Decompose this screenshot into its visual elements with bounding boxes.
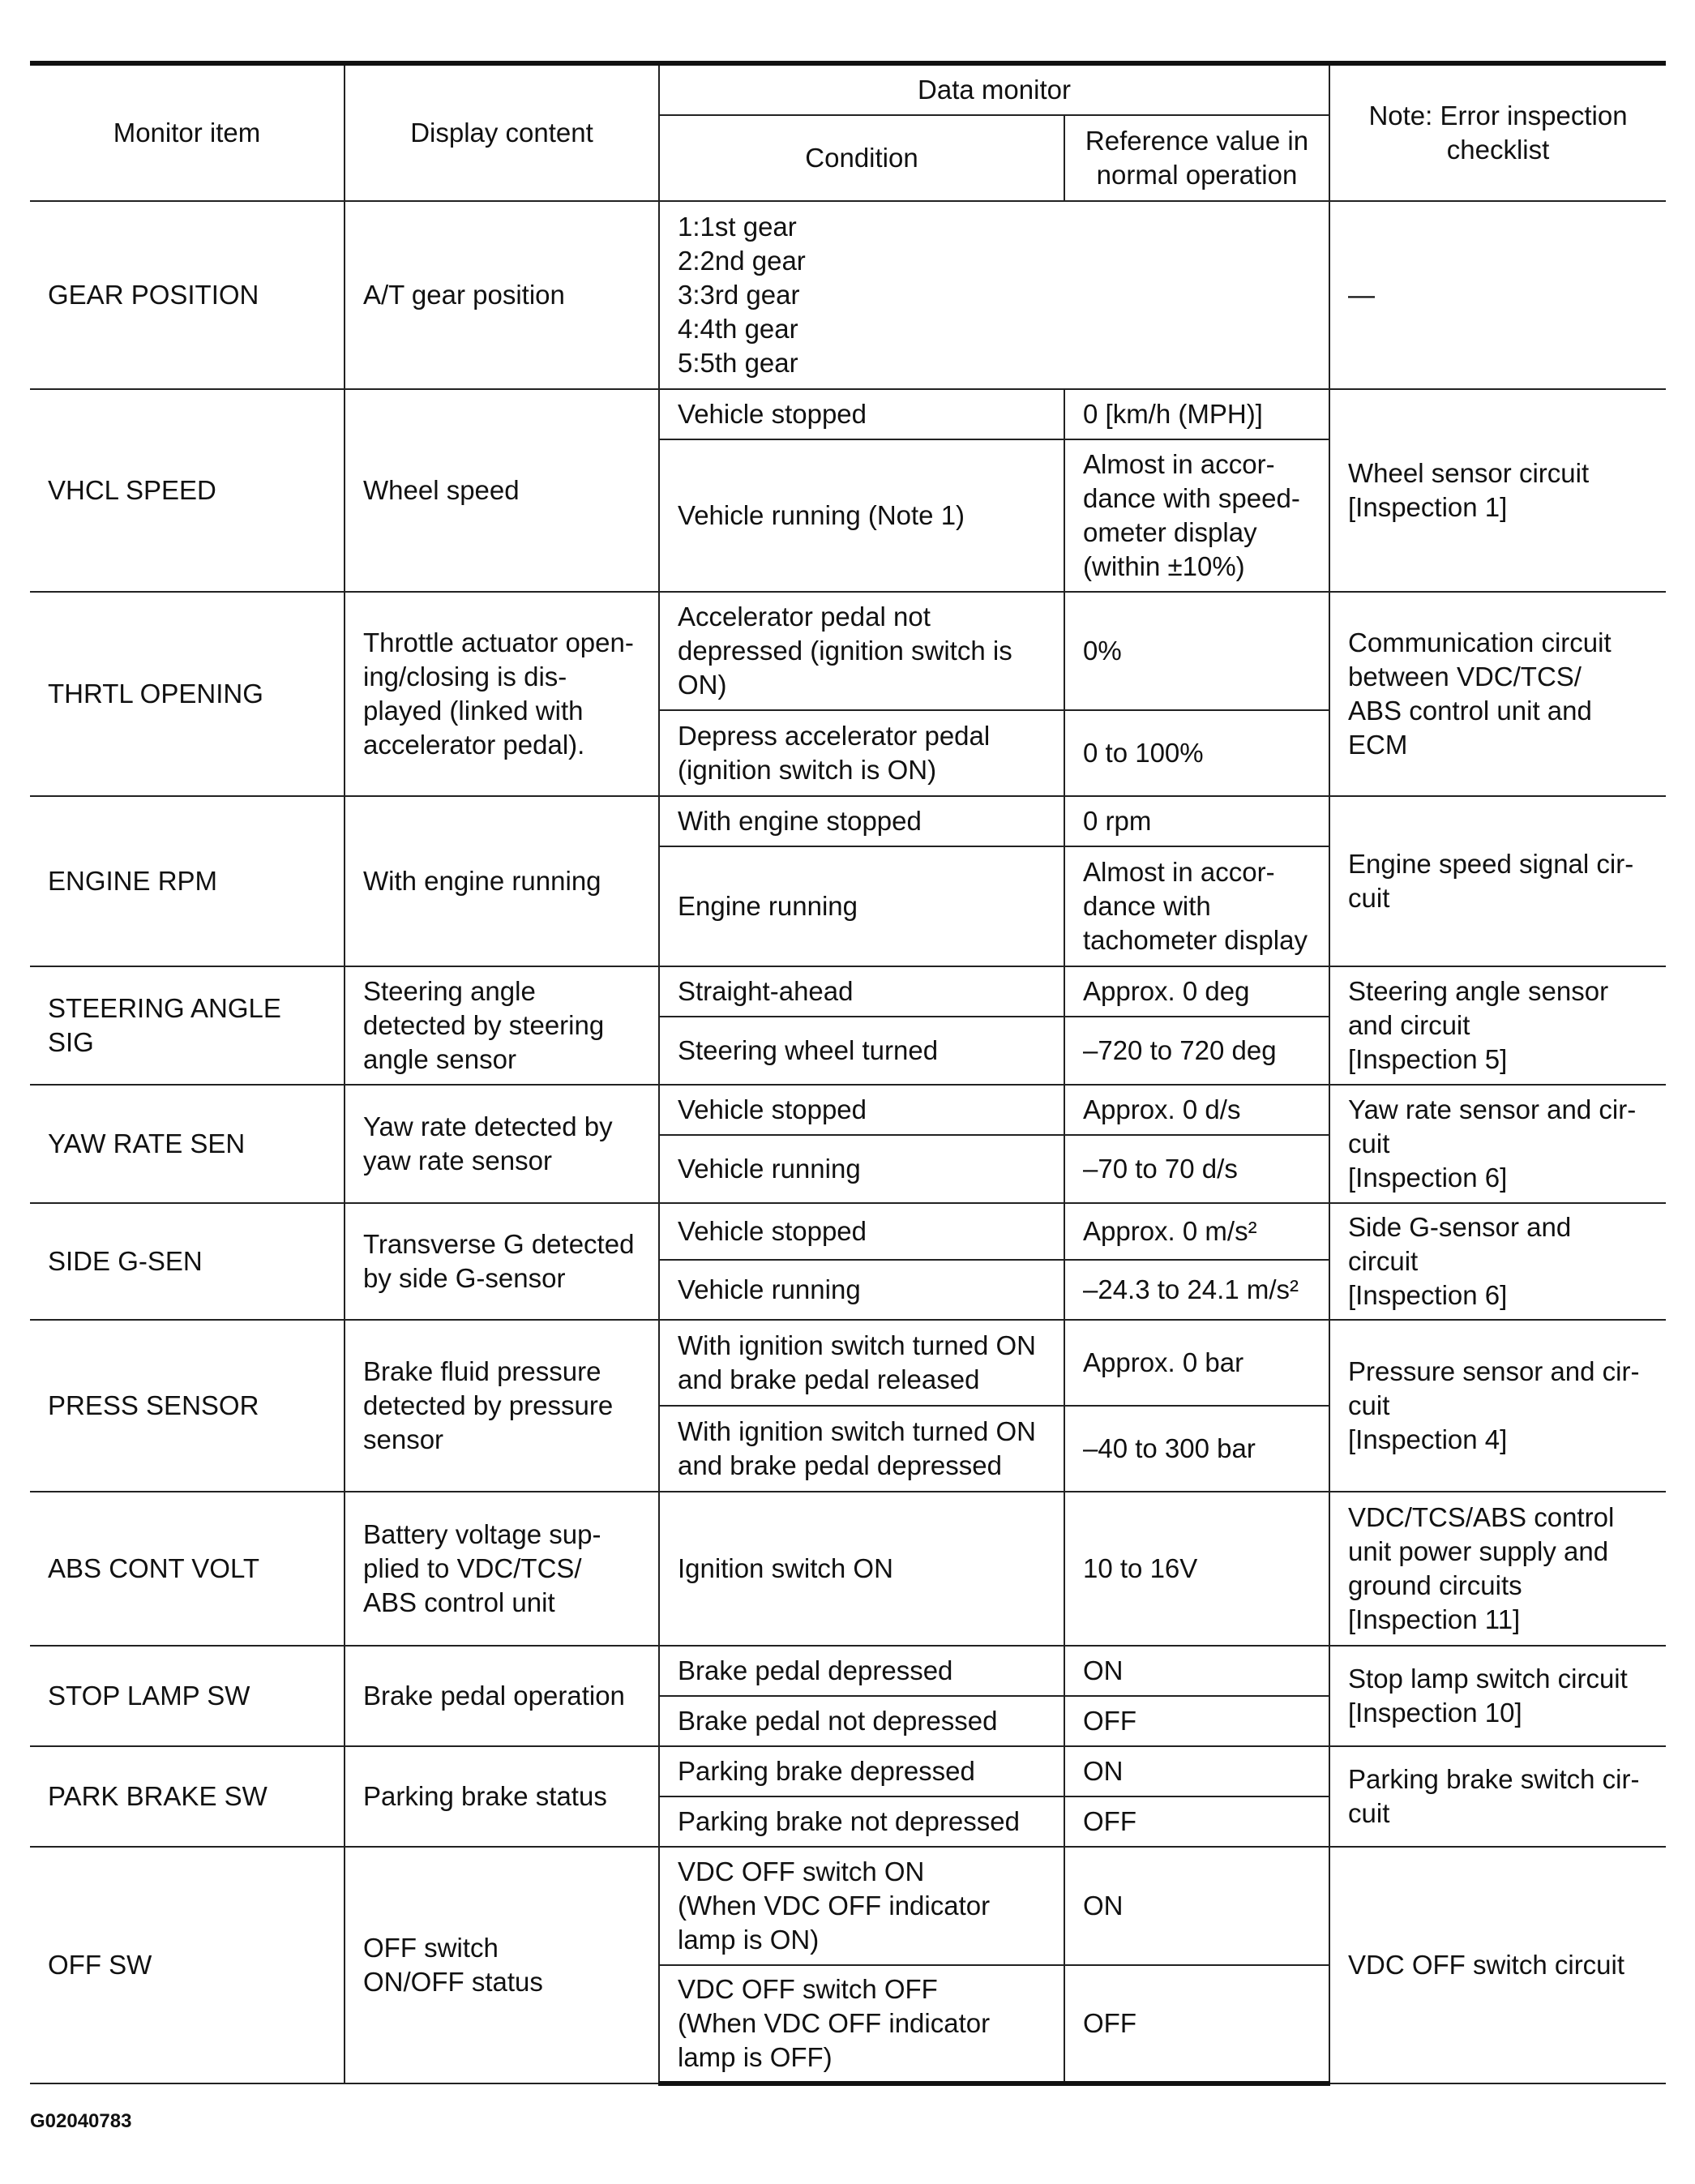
text-line: [Inspection 1]: [1348, 492, 1508, 522]
condition-cell: [659, 1965, 1064, 2083]
text-line: 10 to 16V: [1083, 1553, 1198, 1583]
text-line: –70 to 70 d/s: [1083, 1154, 1238, 1184]
text-line: VDC OFF switch OFF: [678, 1974, 938, 2004]
text-line: Brake pedal depressed: [678, 1655, 953, 1685]
note-cell: [1329, 966, 1666, 1085]
reference-value-cell: [1064, 796, 1329, 846]
text-line: Throttle actuator open-: [363, 627, 634, 657]
text-line: GEAR POSITION: [48, 280, 259, 310]
text-line: Vehicle stopped: [678, 1216, 867, 1246]
text-line: VDC OFF switch ON: [678, 1856, 925, 1886]
table-row: [30, 1085, 1666, 1135]
text-line: between VDC/TCS/: [1348, 662, 1582, 692]
table-row: [30, 966, 1666, 1017]
table-row: [30, 1203, 1666, 1260]
text-line: Approx. 0 deg: [1083, 976, 1250, 1006]
table-row: [30, 1320, 1666, 1406]
reference-value-cell: [1064, 592, 1329, 710]
text-line: detected by pressure: [363, 1390, 614, 1420]
text-line: Accelerator pedal not: [678, 602, 931, 632]
text-line: played (linked with: [363, 696, 584, 726]
text-line: tachometer display: [1083, 925, 1308, 955]
text-line: 1:1st gear: [678, 212, 797, 242]
text-line: ON: [1083, 1891, 1124, 1921]
text-line: dance with speed-: [1083, 483, 1300, 513]
reference-value-cell: [1064, 389, 1329, 439]
text-line: [Inspection 4]: [1348, 1424, 1508, 1454]
text-line: Note: Error inspection: [1368, 101, 1628, 131]
text-line: Engine running: [678, 891, 858, 921]
text-line: Parking brake switch cir-: [1348, 1764, 1640, 1794]
condition-cell: [659, 1017, 1064, 1085]
text-line: YAW RATE SEN: [48, 1128, 246, 1158]
text-line: Parking brake status: [363, 1781, 607, 1811]
display-content-cell: [345, 1492, 659, 1646]
monitor-item-cell: [30, 389, 345, 592]
text-line: ON): [678, 670, 727, 700]
reference-value-cell: [1064, 1203, 1329, 1260]
text-line: Stop lamp switch circuit: [1348, 1664, 1628, 1694]
table-row: [30, 796, 1666, 846]
text-line: –24.3 to 24.1 m/s²: [1083, 1274, 1299, 1304]
text-line: 0 rpm: [1083, 806, 1152, 836]
monitor-item-cell: [30, 201, 345, 389]
text-line: depressed (ignition switch is: [678, 636, 1012, 666]
display-content-cell: [345, 966, 659, 1085]
text-line: Engine speed signal cir-: [1348, 849, 1634, 879]
text-line: [Inspection 6]: [1348, 1163, 1508, 1193]
text-line: (ignition switch is ON): [678, 755, 937, 785]
text-line: 0 [km/h (MPH)]: [1083, 399, 1263, 429]
document: [30, 61, 1666, 2086]
monitor-item-cell: [30, 966, 345, 1085]
reference-value-cell: [1064, 1135, 1329, 1203]
table-row: [30, 201, 1666, 389]
reference-value-cell: [1064, 846, 1329, 966]
text-line: Steering wheel turned: [678, 1035, 939, 1065]
condition-cell: [659, 1646, 1064, 1696]
text-line: lamp is OFF): [678, 2042, 833, 2072]
text-line: Almost in accor-: [1083, 449, 1275, 479]
text-line: OFF: [1083, 2008, 1136, 2038]
text-line: STEERING ANGLE: [48, 993, 281, 1023]
text-line: 3:3rd gear: [678, 280, 800, 310]
text-line: VDC/TCS/ABS control: [1348, 1502, 1615, 1532]
text-line: and brake pedal depressed: [678, 1450, 1002, 1480]
text-line: OFF: [1083, 1706, 1136, 1736]
text-line: A/T gear position: [363, 280, 565, 310]
text-line: Depress accelerator pedal: [678, 721, 991, 751]
text-line: accelerator pedal).: [363, 730, 585, 760]
display-content-cell: [345, 201, 659, 389]
text-line: ground circuits: [1348, 1570, 1522, 1600]
text-line: Yaw rate sensor and cir-: [1348, 1094, 1637, 1124]
condition-cell: [659, 1796, 1064, 1847]
condition-cell: [659, 1135, 1064, 1203]
table-body: [30, 201, 1666, 2083]
text-line: Transverse G detected: [363, 1229, 635, 1259]
table-row: [30, 1847, 1666, 1965]
text-line: Vehicle running: [678, 1154, 861, 1184]
header-note: [1329, 63, 1666, 201]
reference-value-cell: [1064, 1320, 1329, 1406]
text-line: ABS control unit and: [1348, 696, 1592, 726]
text-line: plied to VDC/TCS/: [363, 1553, 582, 1583]
condition-cell: [659, 1847, 1064, 1965]
header-reference-value: [1064, 115, 1329, 201]
text-line: Almost in accor-: [1083, 857, 1275, 887]
text-line: Vehicle stopped: [678, 399, 867, 429]
monitor-item-cell: [30, 592, 345, 796]
text-line: Wheel sensor circuit: [1348, 458, 1590, 488]
condition-cell: [659, 1203, 1064, 1260]
table-header: [30, 63, 1666, 201]
text-line: With ignition switch turned ON: [678, 1330, 1037, 1360]
text-line: Pressure sensor and cir-: [1348, 1356, 1640, 1386]
reference-value-cell: [1064, 439, 1329, 592]
condition-cell: [659, 1320, 1064, 1406]
display-content-cell: [345, 1646, 659, 1746]
text-line: ON/OFF status: [363, 1967, 543, 1997]
text-line: ECM: [1348, 730, 1408, 760]
table-row: [30, 1492, 1666, 1646]
note-cell: [1329, 201, 1666, 389]
text-line: (When VDC OFF indicator: [678, 1891, 991, 1921]
reference-value-cell: [1064, 1746, 1329, 1796]
text-line: and circuit: [1348, 1010, 1470, 1040]
monitor-item-cell: [30, 1847, 345, 2083]
reference-value-cell: [1064, 1260, 1329, 1320]
table-row: [30, 1746, 1666, 1796]
text-line: 4:4th gear: [678, 314, 798, 344]
display-content-cell: [345, 1847, 659, 2083]
text-line: VDC OFF switch circuit: [1348, 1950, 1625, 1980]
condition-cell: [659, 389, 1064, 439]
condition-cell: [659, 592, 1064, 710]
text-line: –720 to 720 deg: [1083, 1035, 1277, 1065]
text-line: Parking brake not depressed: [678, 1806, 1020, 1836]
text-line: Vehicle stopped: [678, 1094, 867, 1124]
monitor-item-cell: [30, 1646, 345, 1746]
condition-cell: [659, 1406, 1064, 1492]
text-line: detected by steering: [363, 1010, 605, 1040]
reference-value-cell: [1064, 966, 1329, 1017]
text-line: Approx. 0 d/s: [1083, 1094, 1241, 1124]
text-line: Side G-sensor and circuit: [1348, 1212, 1572, 1276]
text-line: Vehicle running (Note 1): [678, 500, 965, 530]
text-line: Ignition switch ON: [678, 1553, 893, 1583]
condition-cell: [659, 1696, 1064, 1746]
text-line: [Inspection 11]: [1348, 1604, 1521, 1634]
note-cell: [1329, 1646, 1666, 1746]
monitor-item-cell: [30, 1746, 345, 1847]
reference-value-cell: [1064, 1646, 1329, 1696]
text-line: Communication circuit: [1348, 627, 1612, 657]
note-cell: [1329, 389, 1666, 592]
condition-cell: [659, 710, 1064, 796]
text-line: Approx. 0 m/s²: [1083, 1216, 1257, 1246]
reference-value-cell: [1064, 1696, 1329, 1746]
text-line: ABS control unit: [363, 1587, 555, 1617]
text-line: SIDE G-SEN: [48, 1246, 203, 1276]
note-cell: [1329, 1847, 1666, 2083]
condition-cell: [659, 201, 1329, 389]
text-line: sensor: [363, 1424, 444, 1454]
condition-cell: [659, 1260, 1064, 1320]
monitor-item-cell: [30, 1492, 345, 1646]
text-line: ing/closing is dis-: [363, 662, 567, 692]
text-line: Steering angle sensor: [1348, 976, 1609, 1006]
text-line: 5:5th gear: [678, 348, 798, 378]
text-line: OFF SW: [48, 1950, 152, 1980]
table-row: [30, 592, 1666, 710]
display-content-cell: [345, 1203, 659, 1320]
text-line: angle sensor: [363, 1044, 516, 1074]
image-code: G02040783: [30, 2110, 132, 2132]
text-line: unit power supply and: [1348, 1536, 1609, 1566]
text-line: dance with: [1083, 891, 1211, 921]
condition-cell: [659, 846, 1064, 966]
reference-value-cell: [1064, 1965, 1329, 2083]
note-cell: [1329, 592, 1666, 796]
text-line: ON: [1083, 1756, 1124, 1786]
text-line: normal operation: [1096, 160, 1298, 190]
text-line: Reference value in: [1085, 126, 1309, 156]
text-line: Straight-ahead: [678, 976, 854, 1006]
note-cell: [1329, 1746, 1666, 1847]
reference-value-cell: [1064, 1085, 1329, 1135]
text-line: (When VDC OFF indicator: [678, 2008, 991, 2038]
text-line: With engine stopped: [678, 806, 922, 836]
reference-value-cell: [1064, 1492, 1329, 1646]
condition-cell: [659, 439, 1064, 592]
display-content-cell: [345, 796, 659, 966]
text-line: Vehicle running: [678, 1274, 861, 1304]
reference-value-cell: [1064, 1406, 1329, 1492]
reference-value-cell: [1064, 710, 1329, 796]
header-condition: Condition: [659, 115, 1064, 201]
header-data-monitor: Data monitor: [659, 63, 1329, 115]
note-cell: [1329, 1492, 1666, 1646]
condition-cell: [659, 1746, 1064, 1796]
header-display-content: Display content: [345, 63, 659, 201]
text-line: ometer display: [1083, 517, 1257, 547]
text-line: cuit: [1348, 1390, 1390, 1420]
text-line: ON: [1083, 1655, 1124, 1685]
text-line: THRTL OPENING: [48, 679, 263, 709]
text-line: PRESS SENSOR: [48, 1390, 259, 1420]
text-line: [Inspection 6]: [1348, 1280, 1508, 1310]
monitor-item-cell: [30, 1085, 345, 1203]
text-line: ABS CONT VOLT: [48, 1553, 260, 1583]
display-content-cell: [345, 1085, 659, 1203]
reference-value-cell: [1064, 1847, 1329, 1965]
data-monitor-table: [30, 61, 1666, 2086]
text-line: [Inspection 10]: [1348, 1698, 1522, 1728]
reference-value-cell: [1064, 1017, 1329, 1085]
display-content-cell: [345, 592, 659, 796]
condition-cell: [659, 796, 1064, 846]
monitor-item-cell: [30, 1203, 345, 1320]
text-line: Steering angle: [363, 976, 536, 1006]
text-line: Brake fluid pressure: [363, 1356, 601, 1386]
condition-cell: [659, 966, 1064, 1017]
note-cell: [1329, 1085, 1666, 1203]
text-line: by side G-sensor: [363, 1263, 566, 1293]
text-line: and brake pedal released: [678, 1364, 980, 1394]
text-line: lamp is ON): [678, 1925, 820, 1955]
monitor-item-cell: [30, 1320, 345, 1492]
text-line: OFF: [1083, 1806, 1136, 1836]
text-line: –40 to 300 bar: [1083, 1433, 1256, 1463]
display-content-cell: [345, 389, 659, 592]
text-line: Parking brake depressed: [678, 1756, 975, 1786]
note-cell: [1329, 796, 1666, 966]
text-line: 0 to 100%: [1083, 738, 1204, 768]
text-line: PARK BRAKE SW: [48, 1781, 268, 1811]
text-line: OFF switch: [363, 1933, 499, 1963]
text-line: checklist: [1446, 135, 1550, 165]
note-cell: [1329, 1203, 1666, 1320]
text-line: SIG: [48, 1027, 94, 1057]
monitor-item-cell: [30, 796, 345, 966]
text-line: (within ±10%): [1083, 551, 1245, 581]
text-line: With ignition switch turned ON: [678, 1416, 1037, 1446]
table-row: [30, 389, 1666, 439]
text-line: cuit: [1348, 883, 1390, 913]
condition-cell: [659, 1492, 1064, 1646]
condition-cell: [659, 1085, 1064, 1135]
text-line: Brake pedal not depressed: [678, 1706, 998, 1736]
text-line: Brake pedal operation: [363, 1681, 625, 1711]
text-line: —: [1348, 280, 1376, 310]
text-line: STOP LAMP SW: [48, 1681, 250, 1711]
text-line: Yaw rate detected by: [363, 1111, 613, 1141]
text-line: yaw rate sensor: [363, 1146, 552, 1176]
text-line: With engine running: [363, 866, 601, 896]
header-monitor-item: Monitor item: [30, 63, 345, 201]
note-cell: [1329, 1320, 1666, 1492]
text-line: Battery voltage sup-: [363, 1519, 601, 1549]
text-line: 2:2nd gear: [678, 246, 806, 276]
text-line: Approx. 0 bar: [1083, 1347, 1244, 1377]
display-content-cell: [345, 1746, 659, 1847]
text-line: VHCL SPEED: [48, 475, 216, 505]
display-content-cell: [345, 1320, 659, 1492]
text-line: Wheel speed: [363, 475, 520, 505]
text-line: cuit: [1348, 1798, 1390, 1828]
text-line: 0%: [1083, 636, 1122, 666]
text-line: cuit: [1348, 1128, 1390, 1158]
table-row: [30, 1646, 1666, 1696]
text-line: [Inspection 5]: [1348, 1044, 1508, 1074]
text-line: ENGINE RPM: [48, 866, 218, 896]
reference-value-cell: [1064, 1796, 1329, 1847]
